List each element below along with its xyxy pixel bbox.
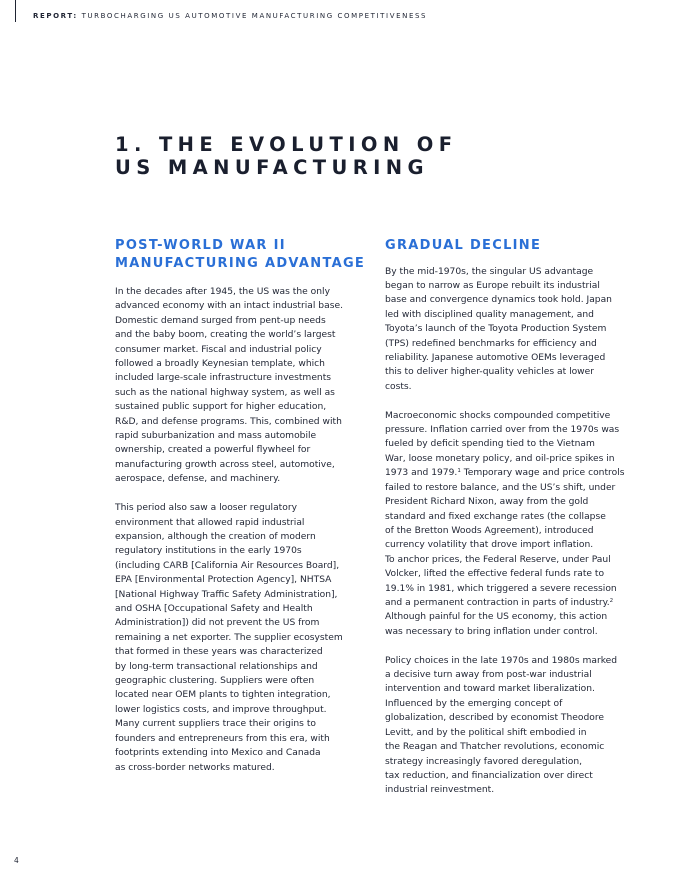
text-line: Toyota’s launch of the Toyota Production System: [385, 324, 607, 335]
text-line: was necessary to bring inflation under control.: [385, 626, 598, 637]
text-line: Volcker, lifted the effective federal funds rate to: [385, 569, 605, 580]
text-line: followed a broadly Keynesian template, which: [115, 359, 325, 370]
report-label: REPORT:: [33, 12, 78, 20]
text-line: and OSHA [Occupational Safety and Health: [115, 604, 313, 615]
text-line: To anchor prices, the Federal Reserve, under Paul: [385, 554, 611, 565]
text-line: environment that allowed rapid industrial: [115, 517, 305, 528]
text-line: (including CARB [California Air Resources Board],: [115, 560, 340, 571]
text-line: geographic clustering. Suppliers were often: [115, 676, 315, 687]
footnote-ref-1: 1: [457, 468, 461, 475]
text-line: R&D, and defense programs. This, combined with: [115, 416, 342, 427]
text-line: rapid suburbanization and mass automobile: [115, 431, 317, 442]
text-line: and the baby boom, creating the world’s largest: [115, 330, 336, 341]
left-column: [115, 237, 365, 789]
text-line: 19.1% in 1981, which triggered a severe recession: [385, 583, 617, 594]
text-line: Administration]) did not prevent the US from: [115, 618, 320, 629]
text-line: Policy choices in the late 1970s and 1980s marked: [385, 655, 618, 666]
text-line: as cross-border networks matured.: [115, 762, 275, 773]
text-line: ownership, created a powerful flywheel for: [115, 445, 311, 456]
text-line: such as the national highway system, as well as: [115, 387, 335, 398]
text-line: Although painful for the US economy, this action: [385, 612, 608, 623]
text-line: failed to restore balance, and the US’s shift, under: [385, 482, 616, 493]
paragraph-macroeconomic-shocks: [385, 409, 635, 640]
text-line: began to narrow as Europe rebuilt its industrial: [385, 280, 600, 291]
text-line: [385, 596, 635, 610]
text-line: this to deliver higher-quality vehicles at lower: [385, 367, 595, 378]
text-fragment: Temporary wage and price controls: [460, 468, 625, 479]
text-line: advanced economy with an intact industrial base.: [115, 301, 343, 312]
text-line: reliability. Japanese automotive OEMs leveraged: [385, 352, 606, 363]
text-line: footprints extending into Mexico and Canada: [115, 748, 321, 759]
text-line: intervention and toward market liberalization.: [385, 684, 595, 695]
text-line: expansion, although the creation of modern: [115, 532, 316, 542]
paragraph-policy-choices: [385, 654, 635, 798]
chapter-title-line-2: US MANUFACTURING: [115, 156, 429, 179]
text-line: regulatory institutions in the early 1970s: [115, 546, 302, 557]
text-line: strategy increasingly favored deregulation,: [385, 756, 583, 767]
text-fragment: and a permanent contraction in parts of industry.: [385, 597, 610, 608]
report-title: TURBOCHARGING US AUTOMOTIVE MANUFACTURING COMPETITIVENESS: [81, 12, 428, 20]
text-line: manufacturing growth across steel, automotive,: [115, 459, 335, 470]
text-line: led with disciplined quality management, and: [385, 309, 594, 320]
text-line: By the mid-1970s, the singular US advantage: [385, 266, 594, 277]
paragraph-regulatory-environment: [115, 501, 365, 775]
text-line: industrial reinvestment.: [385, 785, 495, 796]
text-line: This period also saw a looser regulatory: [115, 503, 297, 514]
text-line: [385, 466, 635, 480]
text-line: [National Highway Traffic Safety Administration],: [115, 589, 338, 600]
section-heading-gradual-decline: [385, 237, 635, 255]
text-line: (TPS) redefined benchmarks for efficiency and: [385, 338, 597, 349]
text-line: President Richard Nixon, away from the gold: [385, 497, 589, 508]
text-line: EPA [Environmental Protection Agency], NHTSA: [115, 575, 332, 586]
text-line: by long-term transactional relationships and: [115, 661, 318, 672]
section-heading-line-2: MANUFACTURING ADVANTAGE: [115, 255, 366, 271]
text-line: pressure. Inflation carried over from the 1970s was: [385, 425, 620, 436]
text-line: Domestic demand surged from pent-up needs: [115, 315, 326, 326]
chapter-title-line-1: 1. THE EVOLUTION OF: [115, 133, 458, 156]
text-line: of the Bretton Woods Agreement), introduced: [385, 525, 594, 536]
text-line: included large-scale infrastructure investments: [115, 373, 332, 384]
right-column: [385, 237, 635, 812]
header-rule: [15, 0, 16, 22]
text-line: consumer market. Fiscal and industrial policy: [115, 344, 322, 355]
text-line: Levitt, and by the political shift embodied in: [385, 727, 587, 738]
text-line: aerospace, defense, and machinery.: [115, 474, 281, 485]
paragraph-postwar-economy: [115, 285, 365, 487]
text-fragment: 1973 and 1979.: [385, 468, 458, 479]
text-line: base and convergence dynamics took hold. Japan: [385, 295, 612, 306]
text-line: War, loose monetary policy, and oil-price spikes in: [385, 453, 615, 464]
text-line: located near OEM plants to tighten integration,: [115, 690, 331, 701]
text-line: standard and fixed exchange rates (the collapse: [385, 511, 606, 522]
chapter-title: [115, 133, 457, 179]
text-line: that formed in these years was characterized: [115, 647, 323, 658]
text-line: sustained public support for higher education,: [115, 402, 327, 413]
text-line: remaining a net exporter. The supplier ecosystem: [115, 632, 343, 643]
text-line: the Reagan and Thatcher revolutions, economic: [385, 742, 605, 753]
text-line: founders and entrepreneurs from this era, with: [115, 733, 330, 744]
section-heading-line-1: POST-WORLD WAR II: [115, 238, 286, 253]
page-number: 4: [14, 856, 19, 865]
text-line: Influenced by the emerging concept of: [385, 698, 563, 709]
text-line: Macroeconomic shocks compounded competitive: [385, 410, 611, 421]
text-line: tax reduction, and financialization over direct: [385, 770, 593, 781]
text-line: costs.: [385, 381, 412, 392]
text-line: In the decades after 1945, the US was the only: [115, 287, 330, 297]
text-line: globalization, described by economist Theodore: [385, 713, 605, 724]
paragraph-narrowing-advantage: [385, 265, 635, 395]
text-line: fueled by deficit spending tied to the Vietnam: [385, 439, 595, 450]
section-heading-text: GRADUAL DECLINE: [385, 238, 542, 253]
text-line: Many current suppliers trace their origins to: [115, 719, 316, 730]
text-line: currency volatility that drove import inflation.: [385, 540, 594, 551]
footnote-ref-2: 2: [609, 597, 614, 604]
text-line: lower logistics costs, and improve throughput.: [115, 704, 327, 715]
running-header: [33, 12, 427, 20]
text-line: a decisive turn away from post-war industrial: [385, 670, 592, 681]
section-heading-post-war: [115, 237, 365, 272]
